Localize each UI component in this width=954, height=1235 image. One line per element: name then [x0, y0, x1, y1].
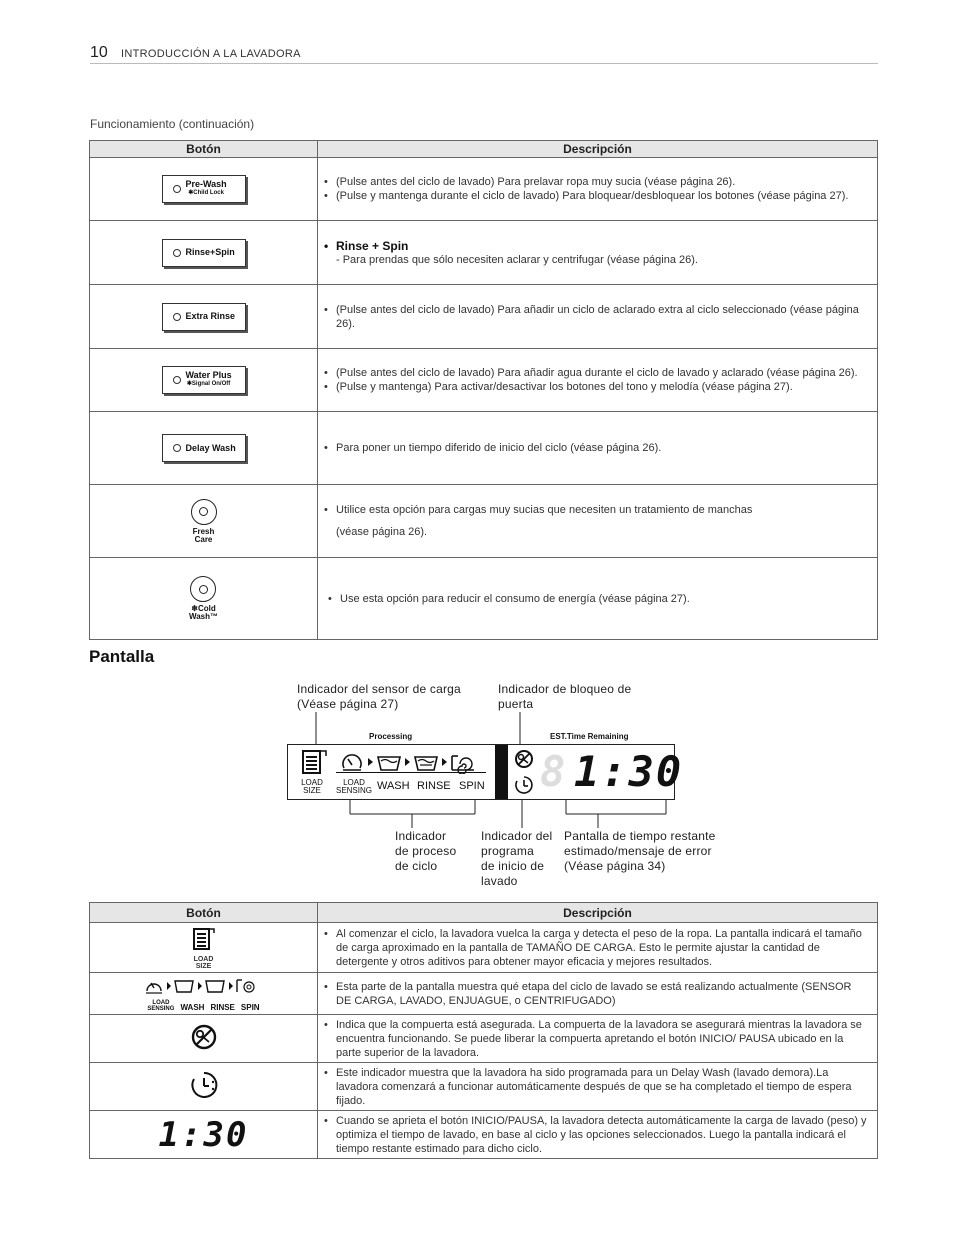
table-header-row [90, 903, 878, 923]
load-sensor-label: Indicador del sensor de carga (Véase página 27) [297, 682, 461, 711]
button-label: Delay Wash [185, 442, 236, 453]
description-cell: • Indica que la compuerta está asegurada. La compuerta de la lavadora se asegurará mientras la lavadora se encuentra funcionando. Se puede liberar la compuerta apretando el botón INICIO/ PAUSA ubicado en la parte superior de la lavadora. [318, 1015, 878, 1063]
time-readout: 1:30 [574, 747, 684, 796]
time-readout: 1:30 [158, 1114, 249, 1155]
description-cell: • Al comenzar el ciclo, la lavadora vuelca la carga y detecta el peso de la ropa. La pantalla indicará el tamaño de carga aproximado en la pantalla de TAMAÑO DE CARGA. Esto le permite ajustar la cantidad de detergente y otros aditivos para obtener mayor eficacia y mejores resultados. [318, 923, 878, 973]
table-row [90, 1063, 878, 1111]
process-icons [144, 976, 264, 996]
button-label: Water Plus [185, 370, 232, 380]
subtitle: Funcionamiento (continuación) [90, 117, 255, 131]
description-cell: • Cuando se aprieta el botón INICIO/PAUSA, la lavadora detecta automáticamente la carga de lavado (peso) y optimiza el tiempo de lavado, en base al ciclo y las opciones seleccionados. Luego la pantalla indicará el tiempo restante estimado para dicho ciclo. [318, 1111, 878, 1159]
bullet-continuation: (véase página 26). [336, 526, 428, 538]
bullet-text: Indica que la compuerta está asegurada. La compuerta de la lavadora se asegurará mientras la lavadora se encuentra funcionando. Se puede liberar la compuerta apretando el botón INICIO/ PAUSA ubicado en la parte superior de la lavadora. [336, 1018, 862, 1059]
process-captions: LOAD SENSING WASH RINSE SPIN [147, 999, 260, 1012]
description-cell: • Use esta opción para reducir el consumo de energía (véase página 27). [318, 558, 878, 640]
door-lock-icon [514, 749, 534, 769]
description-cell: • (Pulse antes del ciclo de lavado) Para añadir agua durante el ciclo de lavado y aclarado (véase página 26). • (Pulse y mantenga) Para activar/desactivar los botones del tono y melodía (véase página 27). [318, 349, 878, 412]
bullet-text: (Pulse antes del ciclo de lavado) Para añadir un ciclo de aclarado extra al ciclo seleccionado (véase página 26). [336, 303, 859, 330]
delay-wash-icon [189, 1070, 219, 1100]
icon-cell [90, 1063, 318, 1111]
page-section-title: INTRODUCCIÓN A LA LAVADORA [121, 48, 301, 60]
bullet-text: Use esta opción para reducir el consumo de energía (véase página 27). [340, 592, 690, 605]
door-lock-label: Indicador de bloqueo de puerta [498, 682, 632, 711]
button-label: Pre-Wash [185, 179, 227, 189]
load-sensing-caption: LOAD SENSING [335, 778, 372, 795]
icon-cell [90, 1015, 318, 1063]
process-label: Indicador de proceso de ciclo [395, 829, 457, 873]
load-size-icon [191, 926, 217, 952]
load-size-caption: LOAD SIZE [193, 955, 214, 970]
button-caption-line1: ❄Cold [191, 604, 216, 613]
button-label: Rinse+Spin [185, 247, 235, 257]
bullet-text: Al comenzar el ciclo, la lavadora vuelca la carga y detecta el peso de la ropa. La pantalla indicará el tamaño de carga aproximado en la pantalla de TAMAÑO DE CARGA. Esto le permite ajustar la cantidad de detergente y otros aditivos para obtener mayor eficacia y mejores resultados. [336, 927, 862, 968]
bullet-heading: Rinse + Spin [336, 238, 409, 253]
program-label: Indicador del programa de inicio de lavado [481, 829, 553, 888]
panel-divider [495, 745, 508, 799]
table-row [90, 1015, 878, 1063]
button-caption-line1: Fresh [192, 526, 215, 536]
table-row [90, 923, 878, 973]
load-size-caption: LOAD SIZE [301, 778, 323, 795]
button-sublabel: ✱Child Lock [188, 190, 224, 196]
bullet-text: (Pulse y mantenga durante el ciclo de lavado) Para bloquear/desbloquear los botones (véase página 27). [336, 190, 849, 202]
icon-cell [90, 1111, 318, 1159]
icon-cell [90, 923, 318, 973]
bullet-text: (Pulse y mantenga) Para activar/desactivar los botones del tono y melodía (véase página 27). [336, 381, 793, 393]
column-header-description: Descripción [318, 141, 878, 158]
display-panel [287, 744, 684, 800]
table-row [90, 1111, 878, 1159]
bullet-text: Cuando se aprieta el botón INICIO/PAUSA, la lavadora detecta automáticamente la carga de lavado (peso) y optimiza el tiempo de lavado, en base al ciclo y las opciones seleccionados. Luego la pantalla indicará el tiempo restante estimado para dicho ciclo. [336, 1114, 867, 1155]
process-icons [340, 750, 490, 774]
wash-caption: WASH [377, 780, 410, 792]
bullet-text: (Pulse antes del ciclo de lavado) Para añadir agua durante el ciclo de lavado y aclarado (véase página 26). [336, 367, 858, 379]
door-lock-icon [190, 1023, 218, 1051]
faded-digit: 8 [540, 747, 566, 796]
description-cell: • (Pulse antes del ciclo de lavado) Para prelavar ropa muy sucia (véase página 26). • (Pulse y mantenga durante el ciclo de lavado) Para bloquear/desbloquear los botones (véase página 27). [318, 158, 878, 221]
button-sublabel: ✱Signal On/Off [186, 381, 231, 387]
description-cell: • Para poner un tiempo diferido de inicio del ciclo (véase página 26). [318, 412, 878, 485]
description-cell: • Esta parte de la pantalla muestra qué etapa del ciclo de lavado se está realizando actualmente (SENSOR DE CARGA, LAVADO, ENJUAGUE, o CENTRIFUGADO) [318, 973, 878, 1015]
display-table [89, 902, 878, 1159]
page-number: 10 [90, 44, 108, 61]
rinse-caption: RINSE [417, 780, 451, 792]
delay-wash-icon [514, 775, 534, 795]
icon-cell [90, 973, 318, 1015]
description-cell: • Rinse + Spin - Para prendas que sólo necesiten aclarar y centrifugar (véase página 26). [318, 221, 878, 285]
time-label: Pantalla de tiempo restante estimado/mensaje de error (Véase página 34) [564, 829, 716, 873]
button-caption-line2: Wash™ [188, 612, 219, 621]
processing-label: Processing [369, 732, 413, 741]
column-header-button: Botón [90, 903, 318, 923]
bullet-text: Esta parte de la pantalla muestra qué etapa del ciclo de lavado se está realizando actualmente (SENSOR DE CARGA, LAVADO, ENJUAGUE, o CENTRIFUGADO) [336, 980, 852, 1007]
table-row [90, 973, 878, 1015]
section-title: Pantalla [89, 647, 155, 666]
bullet-text: (Pulse antes del ciclo de lavado) Para prelavar ropa muy sucia (véase página 26). [336, 176, 736, 188]
est-time-label: EST.Time Remaining [550, 732, 629, 741]
description-cell: • (Pulse antes del ciclo de lavado) Para añadir un ciclo de aclarado extra al ciclo seleccionado (véase página 26). [318, 285, 878, 349]
load-size-icon [302, 748, 328, 776]
spin-caption: SPIN [459, 780, 485, 792]
bullet-text: Este indicador muestra que la lavadora ha sido programada para un Delay Wash (lavado demora).La lavadora comenzará a funcionar automáticamente después de que se ha completado el tiempo de espera fijado. [336, 1066, 852, 1107]
description-cell: • Utilice esta opción para cargas muy sucias que necesiten un tratamiento de manchas (véase página 26). [318, 485, 878, 558]
column-header-description: Descripción [318, 903, 878, 923]
bullet-detail: - Para prendas que sólo necesiten aclarar y centrifugar (véase página 26). [336, 253, 698, 266]
column-header-button: Botón [90, 141, 318, 158]
bullet-text: Para poner un tiempo diferido de inicio del ciclo (véase página 26). [336, 442, 662, 454]
bullet-text: Utilice esta opción para cargas muy sucias que necesiten un tratamiento de manchas [336, 504, 753, 516]
description-cell: • Este indicador muestra que la lavadora ha sido programada para un Delay Wash (lavado demora).La lavadora comenzará a funcionar automáticamente después de que se ha completado el tiempo de espera fijado. [318, 1063, 878, 1111]
button-label: Extra Rinse [185, 311, 236, 321]
button-caption-line2: Care [194, 534, 213, 544]
